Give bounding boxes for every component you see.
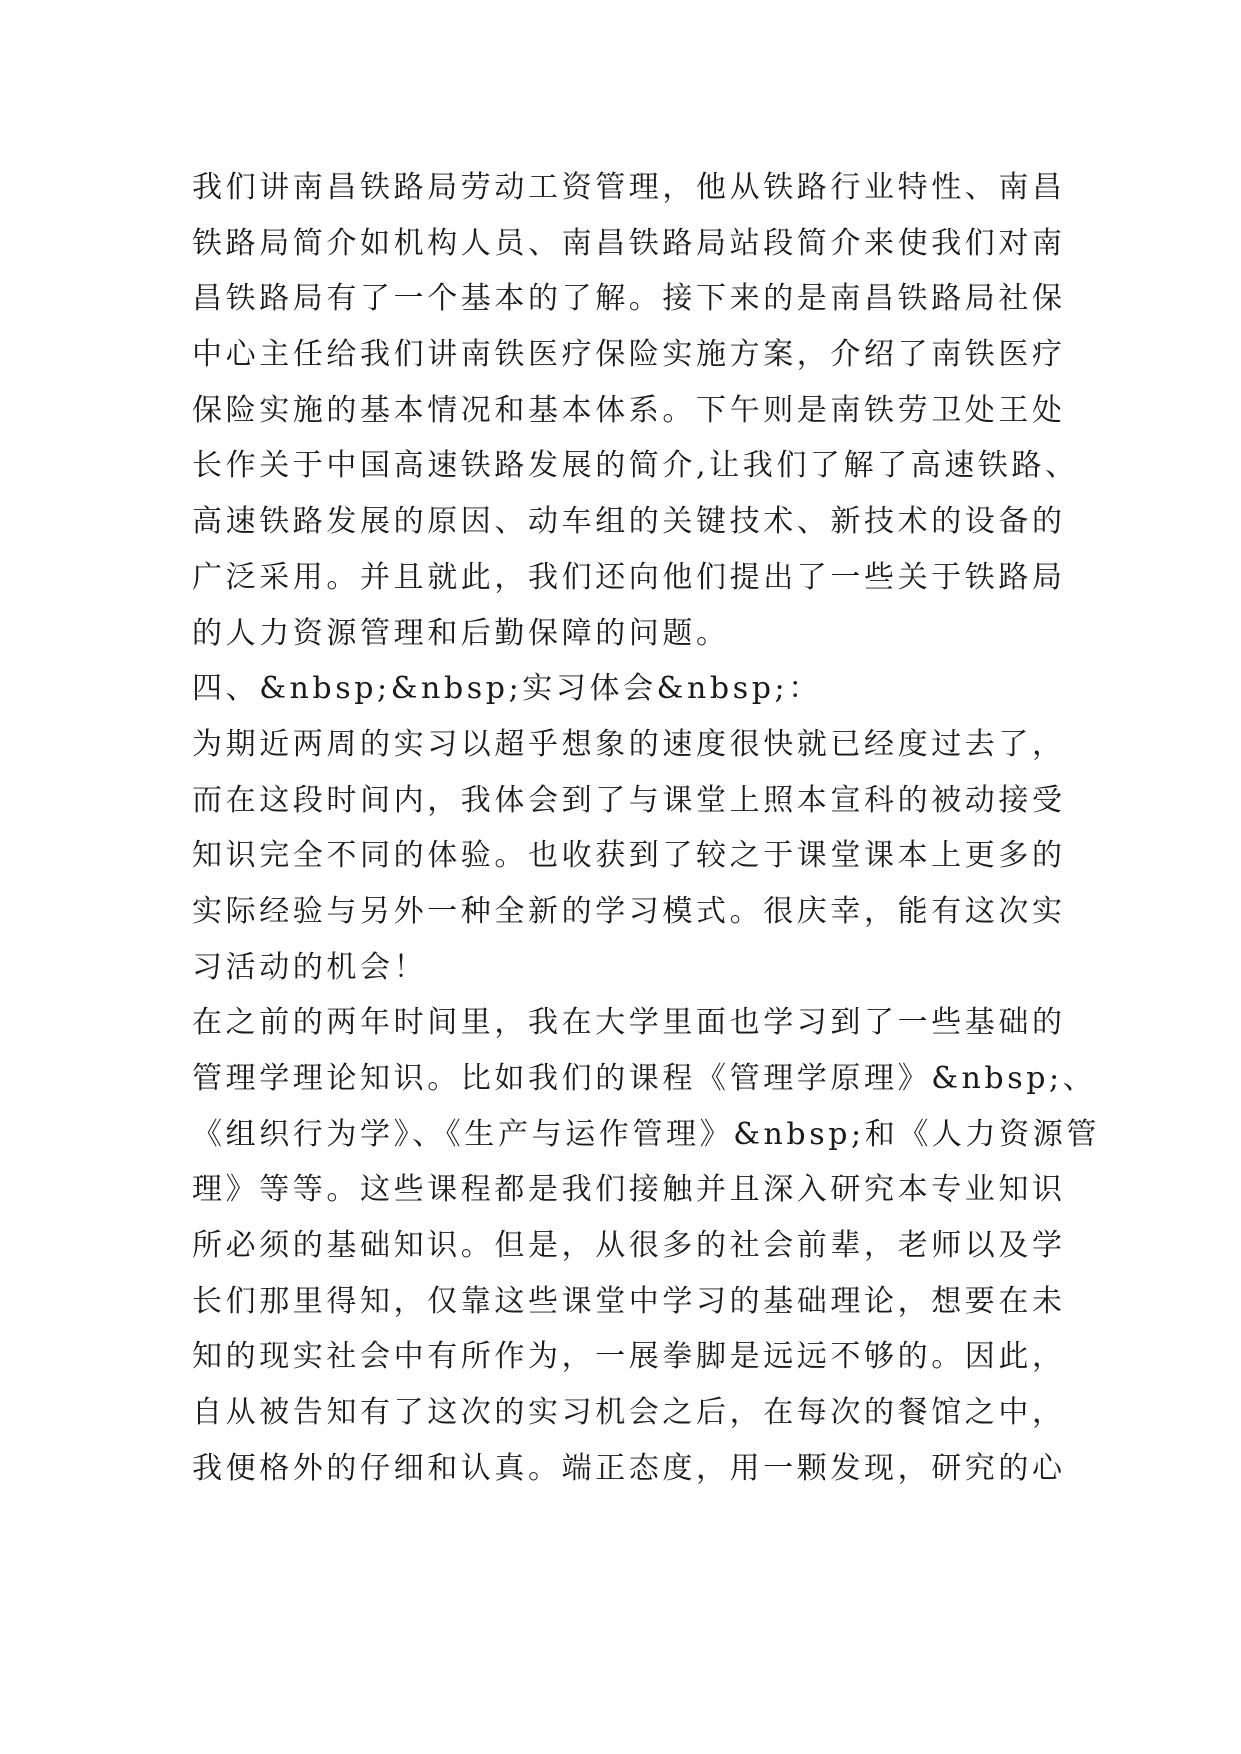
text-line: 自从被告知有了这次的实习机会之后，在每次的餐馆之中， <box>192 1395 1066 1431</box>
text-line: 铁路局简介如机构人员、南昌铁路局站段简介来使我们对南 <box>192 225 1066 261</box>
text-line: 在之前的两年时间里，我在大学里面也学习到了一些基础的 <box>192 1005 1066 1041</box>
text-line: 我们讲南昌铁路局劳动工资管理，他从铁路行业特性、南昌 <box>192 170 1066 205</box>
text-line: 知识完全不同的体验。也收获到了较之于课堂课本上更多的 <box>192 838 1066 874</box>
document-body <box>192 160 1100 1497</box>
text-line: 知的现实社会中有所作为，一展拳脚是远远不够的。因此， <box>192 1339 1066 1375</box>
text-line: 而在这段时间内，我体会到了与课堂上照本宣科的被动接受 <box>192 782 1066 818</box>
text-line: 管理学理论知识。比如我们的课程《管理学原理》&nbsp;、 <box>192 1061 1097 1096</box>
section-heading: 四、&nbsp;&nbsp;实习体会&nbsp;： <box>192 671 822 707</box>
text-line: 昌铁路局有了一个基本的了解。接下来的是南昌铁路局社保 <box>192 281 1066 317</box>
text-line: 广泛采用。并且就此，我们还向他们提出了一些关于铁路局 <box>192 559 1066 595</box>
text-line: 长们那里得知，仅靠这些课堂中学习的基础理论，想要在未 <box>192 1283 1066 1319</box>
text-line: 所必须的基础知识。但是，从很多的社会前辈，老师以及学 <box>192 1228 1066 1264</box>
text-line: 长作关于中国高速铁路发展的简介,让我们了解了高速铁路、 <box>192 448 1079 484</box>
text-line: 实际经验与另外一种全新的学习模式。很庆幸，能有这次实 <box>192 893 1066 929</box>
text-line: 理》等等。这些课程都是我们接触并且深入研究本专业知识 <box>192 1172 1066 1208</box>
text-line: 高速铁路发展的原因、动车组的关键技术、新技术的设备的 <box>192 504 1066 540</box>
text-line: 《组织行为学》、《生产与运作管理》&nbsp;和《人力资源管 <box>192 1116 1100 1152</box>
text-line: 保险实施的基本情况和基本体系。下午则是南铁劳卫处王处 <box>192 392 1066 428</box>
text-line: 的人力资源管理和后勤保障的问题。 <box>192 615 730 651</box>
text-line: 我便格外的仔细和认真。端正态度，用一颗发现，研究的心 <box>192 1450 1066 1486</box>
text-line: 习活动的机会！ <box>192 949 428 985</box>
text-line: 中心主任给我们讲南铁医疗保险实施方案，介绍了南铁医疗 <box>192 337 1066 373</box>
text-line: 为期近两周的实习以超乎想象的速度很快就已经度过去了， <box>192 726 1066 762</box>
